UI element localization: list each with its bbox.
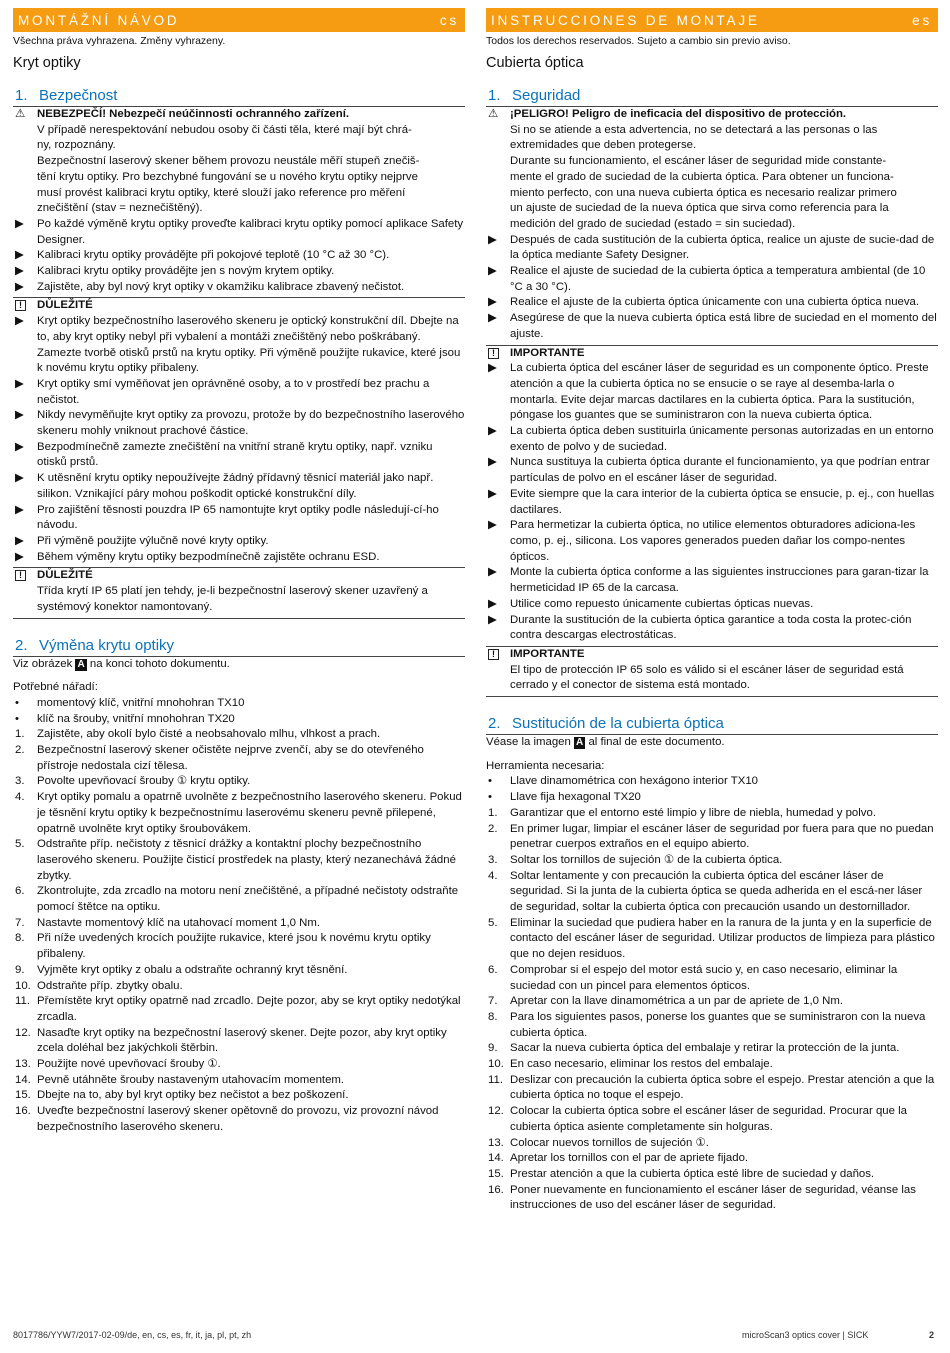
indent (486, 170, 510, 186)
list-item (13, 837, 465, 884)
list-item-text: Zajistěte, aby okolí bylo čisté a neobsahovalo mlhu, vlhkost a prach. (37, 728, 381, 741)
column-es (486, 8, 938, 1214)
figure-letter-badge: A (576, 737, 584, 749)
arrow-bullet-icon: ▶ (15, 503, 24, 516)
list-item (13, 994, 465, 1025)
list-item (13, 916, 465, 932)
step-number: 5. (488, 916, 498, 929)
indent (486, 123, 510, 139)
list-item-text: Kryt optiky pomalu a opatrně uvolněte z bezpečnostního laserového skeneru. Pokud je těsnění krytu optiky k bezpečnostnímu laserovému skeneru pevně přilepené, opatrně uvolněte kryt optiky šroubovákem. (37, 791, 462, 835)
important-label: DŮLEŽITÉ (37, 569, 93, 582)
step-number: 6. (488, 963, 498, 976)
list-item (486, 597, 938, 613)
arrow-bullet-icon: ▶ (488, 597, 497, 610)
important-text: El tipo de protección IP 65 solo es válido si el escáner láser de seguridad está cerrado y el conector de sistema está montado. (510, 663, 904, 692)
list-item (486, 774, 938, 790)
list-item (486, 424, 938, 455)
step-number: 14. (15, 1073, 31, 1086)
arrow-bullet-icon: ▶ (15, 550, 24, 563)
danger-text-line (486, 217, 938, 233)
list-item-text: Evite siempre que la cara interior de la cubierta óptica se ensucie, p. ej., con huellas dactilares. (510, 487, 935, 516)
column-cs (13, 8, 465, 1136)
list-item (486, 1104, 938, 1135)
step-number: 12. (15, 1026, 31, 1039)
list-item (13, 712, 465, 728)
list-item (486, 233, 938, 264)
danger-text: ny, rozpoznány. (37, 139, 116, 152)
tools-label: Potřebné nářadí: (13, 681, 98, 694)
bullet-icon: • (15, 712, 19, 725)
step-number: 2. (488, 822, 498, 835)
doc-type-title: INSTRUCCIONES DE MONTAJE (491, 12, 760, 28)
list-item (13, 264, 465, 280)
section-divider (486, 696, 938, 697)
danger-text: Durante su funcionamiento, el escáner láser de seguridad mide constante- (510, 155, 887, 168)
list-item (486, 295, 938, 311)
list-item-text: Nikdy nevyměňujte kryt optiky za provozu, protože by do bezpečnostního laserového skeneru mohly vniknout prachové částice. (37, 409, 465, 438)
important-icon: ! (486, 346, 510, 362)
list-item-text: Para hermetizar la cubierta óptica, no utilice elementos obturadores adiciona-les como, p. ej., silicona. Los vapores generados pueden dañar los compo-nentes ópticos. (510, 519, 916, 563)
list-item-text: NEBEZPEČÍ! Nebezpečí neúčinnosti ochranného zařízení. (37, 108, 350, 120)
list-item-text: Prestar atención a que la cubierta óptica esté libre de suciedad y daños. (510, 1168, 875, 1180)
danger-text-line (13, 138, 465, 154)
step-number: 1. (15, 728, 25, 741)
arrow-bullet-icon: ▶ (15, 377, 24, 390)
danger-text-line (13, 186, 465, 202)
section-number: 2. (488, 715, 501, 733)
danger-text-line (486, 123, 938, 139)
list-item-text: Použijte nové upevňovací šrouby ①. (37, 1058, 221, 1071)
list-item (13, 440, 465, 471)
list-item (13, 217, 465, 248)
danger-text: tění krytu optiky. Pro bezchybné fungování se u nového krytu optiky nejprve (37, 170, 418, 183)
list-item (13, 1026, 465, 1057)
arrow-bullet-icon: ▶ (488, 425, 497, 438)
danger-text-line (486, 154, 938, 170)
list-item-text: Během výměny krytu optiky bezpodmínečně zajistěte ochranu ESD. (37, 550, 380, 563)
list-item-text: Durante la sustitución de la cubierta óptica garantice a toda costa la protec-ción contra descargas electrostáticas. (510, 613, 912, 642)
list-item (13, 503, 465, 534)
list-item (13, 774, 465, 790)
arrow-bullet-icon: ▶ (15, 534, 24, 547)
section-heading-replacement (486, 715, 938, 735)
list-item-text: Zajistěte, aby byl nový kryt optiky v okamžiku kalibrace zbavený nečistot. (37, 280, 405, 293)
indent (486, 663, 510, 694)
list-item-text: Bezpečnostní laserový skener očistěte nejprve zvenčí, aby se do otevřeného přístroje nedostala cizí tělesa. (37, 744, 424, 772)
list-item-text: klíč na šrouby, vnitřní mnohohran TX20 (37, 712, 235, 725)
arrow-bullet-icon: ▶ (15, 440, 24, 453)
list-item (486, 806, 938, 822)
step-number: 3. (488, 853, 498, 866)
figure-reference (486, 735, 938, 751)
danger-text: Bezpečnostní laserový skener během provozu neustále měří stupeň znečiš- (37, 155, 420, 168)
list-item-text: Kalibraci krytu optiky provádějte jen s novým krytem optiky. (37, 265, 335, 278)
list-item-text: La cubierta óptica del escáner láser de seguridad es un componente óptico. Preste atención a que la cubierta óptica no se ensucie o se raye al desemba-larla o montarla. Evite dejar marcas dactilares en la cubierta óptica. Para la sustitución, póngase los guantes que se suministraron con la nueva cubierta óptica. (510, 362, 929, 422)
list-item (486, 1136, 938, 1152)
indent (486, 217, 510, 233)
danger-text-line (13, 154, 465, 170)
important-icon: ! (486, 647, 510, 663)
list-item-text: Poner nuevamente en funcionamiento el escáner láser de seguridad, véanse las instrucciones de uso del escáner láser de seguridad. (510, 1183, 916, 1212)
indent (13, 186, 37, 202)
important-label-row (13, 298, 465, 314)
list-item-text: Llave dinamométrica con hexágono interior TX10 (510, 775, 758, 788)
indent (486, 138, 510, 154)
list-item-text: Colocar la cubierta óptica sobre el escáner láser de seguridad. Procurar que la cubierta óptica asiente completamente sin holguras. (510, 1105, 907, 1133)
indent (13, 170, 37, 186)
indent (13, 138, 37, 154)
arrow-bullet-icon: ▶ (15, 280, 24, 293)
list-item (13, 931, 465, 962)
step-number: 2. (15, 744, 25, 757)
doc-type-title: MONTÁŽNÍ NÁVOD (18, 12, 180, 28)
list-item (486, 1167, 938, 1183)
footer-doc-id: 8017786/YYW7/2017-02-09/de, en, cs, es, fr, it, ja, pl, pt, zh (13, 1330, 252, 1340)
section-title: Sustitución de la cubierta óptica (512, 715, 724, 733)
danger-text: Si no se atiende a esta advertencia, no se detectará a las personas o las (510, 123, 878, 136)
list-item-text: En primer lugar, limpiar el escáner láser de seguridad por fuera para que no puedan penetrar cuerpos extraños en el equipo abierto. (510, 822, 934, 851)
list-item (486, 994, 938, 1010)
danger-text: un ajuste de suciedad de la nueva óptica que sirva como referencia para la (510, 202, 889, 215)
list-item (13, 743, 465, 774)
section-title: Bezpečnost (39, 87, 118, 104)
list-item-text: Apretar los tornillos con el par de apriete fijado. (510, 1152, 749, 1165)
figure-reference (13, 657, 465, 673)
important-text-row (13, 584, 465, 615)
list-item-text: Odstraňte příp. zbytky obalu. (37, 979, 183, 992)
danger-text-line (486, 138, 938, 154)
danger-text-line (486, 201, 938, 217)
list-item (486, 869, 938, 916)
bullet-icon: • (15, 696, 19, 709)
step-number: 1. (488, 806, 498, 819)
step-number: 15. (488, 1168, 504, 1180)
list-item-text: Nastavte momentový klíč na utahovací moment 1,0 Nm. (37, 916, 320, 929)
list-item-text: Dbejte na to, aby byl kryt optiky bez nečistot a bez poškození. (37, 1089, 349, 1102)
list-item (486, 613, 938, 644)
important-text: Třída krytí IP 65 platí jen tehdy, je-li bezpečnostní laserový skener uzavřený a systémový konektor namontovaný. (37, 585, 428, 613)
step-number: 16. (488, 1183, 504, 1196)
indent (486, 186, 510, 202)
danger-text-line (13, 170, 465, 186)
list-item (486, 455, 938, 486)
important-icon: ! (13, 568, 37, 584)
list-item (13, 696, 465, 712)
list-item-text: Sacar la nueva cubierta óptica del embalaje y retirar la protección de la junta. (510, 1042, 900, 1055)
arrow-bullet-icon: ▶ (488, 265, 497, 278)
footer-product: microScan3 optics cover | SICK (742, 1330, 869, 1340)
important-text-row (486, 663, 938, 694)
step-number: 11. (15, 995, 30, 1008)
bullet-icon: • (488, 775, 492, 788)
rights-notice: Todos los derechos reservados. Sujeto a cambio sin previo aviso. (486, 35, 791, 47)
danger-text: V případě nerespektování nebudou osoby či části těla, které mají být chrá- (37, 123, 412, 136)
section-number: 1. (15, 87, 28, 104)
list-item-text: Povolte upevňovací šrouby ① krytu optiky. (37, 775, 251, 788)
section-title: Seguridad (512, 87, 581, 104)
step-number: 13. (488, 1136, 504, 1149)
section-number: 1. (488, 87, 501, 104)
list-item (13, 471, 465, 502)
list-item-text: Apretar con la llave dinamométrica a un par de apriete de 1,0 Nm. (510, 995, 844, 1008)
list-item (13, 314, 465, 377)
list-item (13, 1057, 465, 1073)
list-item-text: Kryt optiky smí vyměňovat jen oprávněné osoby, a to v prostředí bez prachu a nečistot. (37, 377, 430, 406)
important-note-2 (13, 567, 465, 615)
arrow-bullet-icon: ▶ (15, 409, 24, 422)
list-item-text: Soltar los tornillos de sujeción ① de la cubierta óptica. (510, 853, 783, 866)
indent (13, 584, 37, 615)
arrow-bullet-icon: ▶ (488, 566, 497, 579)
figure-letter-badge: A (77, 658, 85, 670)
important-label: IMPORTANTE (510, 346, 585, 359)
indent (486, 201, 510, 217)
list-item-text: La cubierta óptica deben sustituirla únicamente personas autorizadas en un entorno exento de polvo y de suciedad. (510, 425, 934, 453)
list-item-text: Kryt optiky bezpečnostního laserového skeneru je optický konstrukční díl. Dbejte na to, aby kryt optiky nebyl při vybalení a montáži znečištěný nebo poškrábaný. Zamezte tvorbě otisků prstů na krytu optiky. Při výměně použijte rukavice, které jsou k novému krytu optiky přibaleny. (37, 315, 461, 375)
step-number: 9. (15, 963, 25, 976)
step-number: 3. (15, 775, 25, 788)
list-item (13, 1088, 465, 1104)
list-item-text: Asegúrese de que la nueva cubierta óptica está libre de suciedad en el momento del ajuste. (510, 312, 937, 340)
list-item-text: Po každé výměně krytu optiky proveďte kalibraci krytu optiky pomocí aplikace Safety Designer. (37, 217, 464, 246)
list-item-text: momentový klíč, vnitřní mnohohran TX10 (37, 696, 245, 709)
list-item-text: Odstraňte příp. nečistoty z těsnicí drážky a kontaktní plochy bezpečnostního laserového skeneru. Použijte čisticí prostředek na plasty, který nezanechává žádné zbytky. (37, 838, 456, 882)
list-item-text: Colocar nuevos tornillos de sujeción ①. (510, 1136, 709, 1149)
list-item (13, 280, 465, 296)
list-item (13, 884, 465, 915)
arrow-bullet-icon: ▶ (488, 487, 497, 500)
list-item-text: Comprobar si el espejo del motor está sucio y, en caso necesario, eliminar la suciedad con un pincel para elementos ópticos. (510, 963, 898, 992)
indent (13, 154, 37, 170)
danger-text: musí provést kalibraci krytu optiky, které slouží jako reference pro měření (37, 186, 406, 199)
list-item (486, 264, 938, 295)
arrow-bullet-icon: ▶ (15, 265, 24, 278)
list-item-text: Eliminar la suciedad que pudiera haber en la ranura de la junta y en la superficie de contacto del escáner láser de seguridad. Utilizar productos de limpieza para plástico que no dejen residuos. (510, 916, 935, 961)
list-item-text: En caso necesario, eliminar los restos del embalaje. (510, 1058, 773, 1071)
arrow-bullet-icon: ▶ (15, 217, 24, 230)
step-number: 11. (488, 1073, 503, 1086)
arrow-bullet-icon: ▶ (488, 233, 497, 246)
section-number: 2. (15, 636, 28, 654)
step-number: 7. (488, 995, 498, 1008)
important-note-1 (486, 345, 938, 362)
list-item (486, 1041, 938, 1057)
figure-reference-text: al final de este documento. (588, 736, 725, 749)
warning-icon: ⚠ (488, 108, 499, 120)
step-number: 8. (488, 1010, 498, 1023)
list-item (13, 377, 465, 408)
list-item (13, 979, 465, 995)
important-note-1 (13, 297, 465, 314)
section-heading-safety (486, 87, 938, 107)
list-item-text: Pro zajištění těsnosti pouzdra IP 65 namontujte kryt optiky podle následují-cí-ho návodu. (37, 503, 439, 532)
danger-text-line (13, 201, 465, 217)
step-number: 9. (488, 1042, 498, 1055)
arrow-bullet-icon: ▶ (15, 315, 24, 328)
danger-text: miento perfecto, con una nueva cubierta óptica es necesario realizar primero (510, 186, 897, 199)
warning-icon: ⚠ (15, 108, 26, 120)
danger-text: extremidades que deben protegerse. (510, 139, 697, 152)
product-title: Kryt optiky (13, 55, 81, 71)
list-item-text: Soltar lentamente y con precaución la cubierta óptica del escáner láser de seguridad. Si la junta de la cubierta óptica se queda adherida en el escá-ner láser de seguridad, soltar la cubierta óptica con precaución usando un destornillador. (510, 869, 923, 914)
language-code: es (912, 12, 932, 28)
list-item-text: Nunca sustituya la cubierta óptica durante el funcionamiento, ya que podrían entrar partículas de polvo en el escáner láser de seguridad. (510, 456, 930, 485)
list-item-text: Llave fija hexagonal TX20 (510, 791, 641, 804)
list-item-text: Při níže uvedených krocích použijte rukavice, které jsou k novému krytu optiky přibaleny. (37, 932, 431, 961)
danger-text-line (13, 123, 465, 139)
important-label-row (486, 647, 938, 663)
list-item (486, 1151, 938, 1167)
step-number: 12. (488, 1105, 504, 1118)
list-item-text: Garantizar que el entorno esté limpio y libre de niebla, humedad y polvo. (510, 806, 876, 819)
list-item (486, 916, 938, 963)
section-divider (13, 618, 465, 619)
section-heading-replacement (13, 637, 465, 657)
step-number: 6. (15, 885, 25, 898)
arrow-bullet-icon: ▶ (488, 519, 497, 532)
step-number: 10. (15, 979, 31, 992)
list-item-text: K utěsnění krytu optiky nepoužívejte žádný přídavný těsnicí materiál jako např. silikon. Vznikající páry mohou poškodit optické konstrukční díly. (37, 472, 434, 500)
danger-text-line (486, 186, 938, 202)
step-number: 7. (15, 916, 25, 929)
list-item (486, 1183, 938, 1214)
arrow-bullet-icon: ▶ (15, 249, 24, 262)
danger-text: medición del grado de suciedad (estado = sin suciedad). (510, 217, 796, 230)
danger-text-line (486, 170, 938, 186)
arrow-bullet-icon: ▶ (488, 312, 497, 325)
indent (486, 154, 510, 170)
rights-notice: Všechna práva vyhrazena. Změny vyhrazeny. (13, 35, 226, 47)
list-item (486, 518, 938, 565)
list-item-text: Bezpodmínečně zamezte znečištění na vnitřní straně krytu optiky, např. vzniku otisků prstů. (37, 440, 433, 469)
list-item (13, 248, 465, 264)
arrow-bullet-icon: ▶ (15, 472, 24, 485)
product-title: Cubierta óptica (486, 55, 584, 71)
list-item-text: Utilice como repuesto únicamente cubiertas ópticas nuevas. (510, 597, 814, 610)
header-band (13, 8, 465, 32)
header-band (486, 8, 938, 32)
footer-page-number: 2 (929, 1330, 935, 1340)
arrow-bullet-icon: ▶ (488, 613, 497, 626)
list-item (486, 1073, 938, 1104)
list-item-text: Při výměně použijte výlučně nové kryty optiky. (37, 534, 269, 547)
list-item-text: Pevně utáhněte šrouby nastaveným utahovacím momentem. (37, 1073, 345, 1086)
danger-text: mente el grado de suciedad de la cubierta óptica. Para obtener un funciona- (510, 170, 894, 183)
list-item (486, 790, 938, 806)
list-item (13, 1073, 465, 1089)
list-item (486, 963, 938, 994)
important-icon: ! (13, 298, 37, 314)
list-item-text: Kalibraci krytu optiky provádějte při pokojové teplotě (10 °C až 30 °C). (37, 249, 390, 262)
list-item (486, 311, 938, 342)
danger-text: znečištění (stav = neznečištěný). (37, 202, 203, 215)
arrow-bullet-icon: ▶ (488, 456, 497, 469)
list-item (13, 534, 465, 550)
figure-reference-text: Viz obrázek (13, 657, 73, 670)
spacer (486, 751, 938, 759)
step-number: 4. (488, 869, 498, 882)
list-item (13, 963, 465, 979)
figure-reference-text: Véase la imagen (486, 736, 571, 749)
step-number: 4. (15, 791, 25, 804)
section-heading-safety (13, 87, 465, 107)
important-label: IMPORTANTE (510, 647, 585, 660)
step-number: 8. (15, 932, 25, 945)
list-item (486, 822, 938, 853)
list-item-text: Realice el ajuste de suciedad de la cubierta óptica a temperatura ambiental (de 10 °C a 30 °C). (510, 265, 926, 293)
step-number: 5. (15, 838, 25, 851)
list-item (486, 361, 938, 424)
list-item (486, 487, 938, 518)
list-item (13, 790, 465, 837)
indent (13, 123, 37, 139)
tools-label: Herramienta necesaria: (486, 759, 605, 772)
list-item (13, 408, 465, 439)
list-item (486, 853, 938, 869)
list-item (13, 727, 465, 743)
language-code: cs (439, 12, 459, 28)
important-label-row (13, 568, 465, 584)
list-item (486, 1010, 938, 1041)
list-item-text: Uveďte bezpečnostní laserový skener opětovně do provozu, viz provozní návod bezpečnostního laserového skeneru. (37, 1105, 439, 1133)
list-item-text: Para los siguientes pasos, ponerse los guantes que se suministraron con la nueva cubierta óptica. (510, 1010, 926, 1039)
list-item-text: ¡PELIGRO! Peligro de ineficacia del dispositivo de protección. (510, 108, 847, 120)
list-item (13, 107, 465, 123)
list-item (13, 550, 465, 566)
step-number: 13. (15, 1058, 31, 1071)
step-number: 14. (488, 1152, 504, 1165)
list-item (13, 1104, 465, 1135)
list-item (486, 107, 938, 123)
list-item-text: Después de cada sustitución de la cubierta óptica, realice un ajuste de sucie-dad de la óptica mediante Safety Designer. (510, 233, 935, 262)
list-item-text: Deslizar con precaución la cubierta óptica sobre el espejo. Prestar atención a que la cubierta óptica no toque el espejo. (510, 1073, 935, 1102)
list-item (486, 565, 938, 596)
list-item-text: Zkontrolujte, zda zrcadlo na motoru není znečištěné, a případné nečistoty odstraňte pomocí štětce na optiku. (37, 885, 459, 914)
important-label: DŮLEŽITÉ (37, 299, 93, 312)
spacer (13, 672, 465, 680)
list-item (486, 1057, 938, 1073)
list-item-text: Nasaďte kryt optiky na bezpečnostní laserový skener. Dejte pozor, aby kryt optiky zcela doléhal bez jakýchkoli štěrbin. (37, 1026, 447, 1055)
indent (13, 201, 37, 217)
list-item-text: Přemístěte kryt optiky opatrně nad zrcadlo. Dejte pozor, aby se kryt optiky nedotýkal zrcadla. (37, 995, 461, 1023)
list-item-text: Monte la cubierta óptica conforme a las siguientes instrucciones para garan-tizar la hermeticidad IP 65 de la carcasa. (510, 566, 929, 595)
section-title: Výměna krytu optiky (39, 636, 175, 654)
list-item-text: Vyjměte kryt optiky z obalu a odstraňte ochranný kryt těsnění. (37, 963, 348, 976)
figure-reference-text: na konci tohoto dokumentu. (89, 657, 230, 670)
important-label-row (486, 346, 938, 362)
important-note-2 (486, 646, 938, 694)
arrow-bullet-icon: ▶ (488, 362, 497, 375)
list-item-text: Realice el ajuste de la cubierta óptica únicamente con una cubierta óptica nueva. (510, 296, 920, 309)
step-number: 16. (15, 1105, 31, 1118)
bullet-icon: • (488, 791, 492, 804)
step-number: 15. (15, 1089, 31, 1102)
step-number: 10. (488, 1058, 504, 1071)
arrow-bullet-icon: ▶ (488, 296, 497, 309)
